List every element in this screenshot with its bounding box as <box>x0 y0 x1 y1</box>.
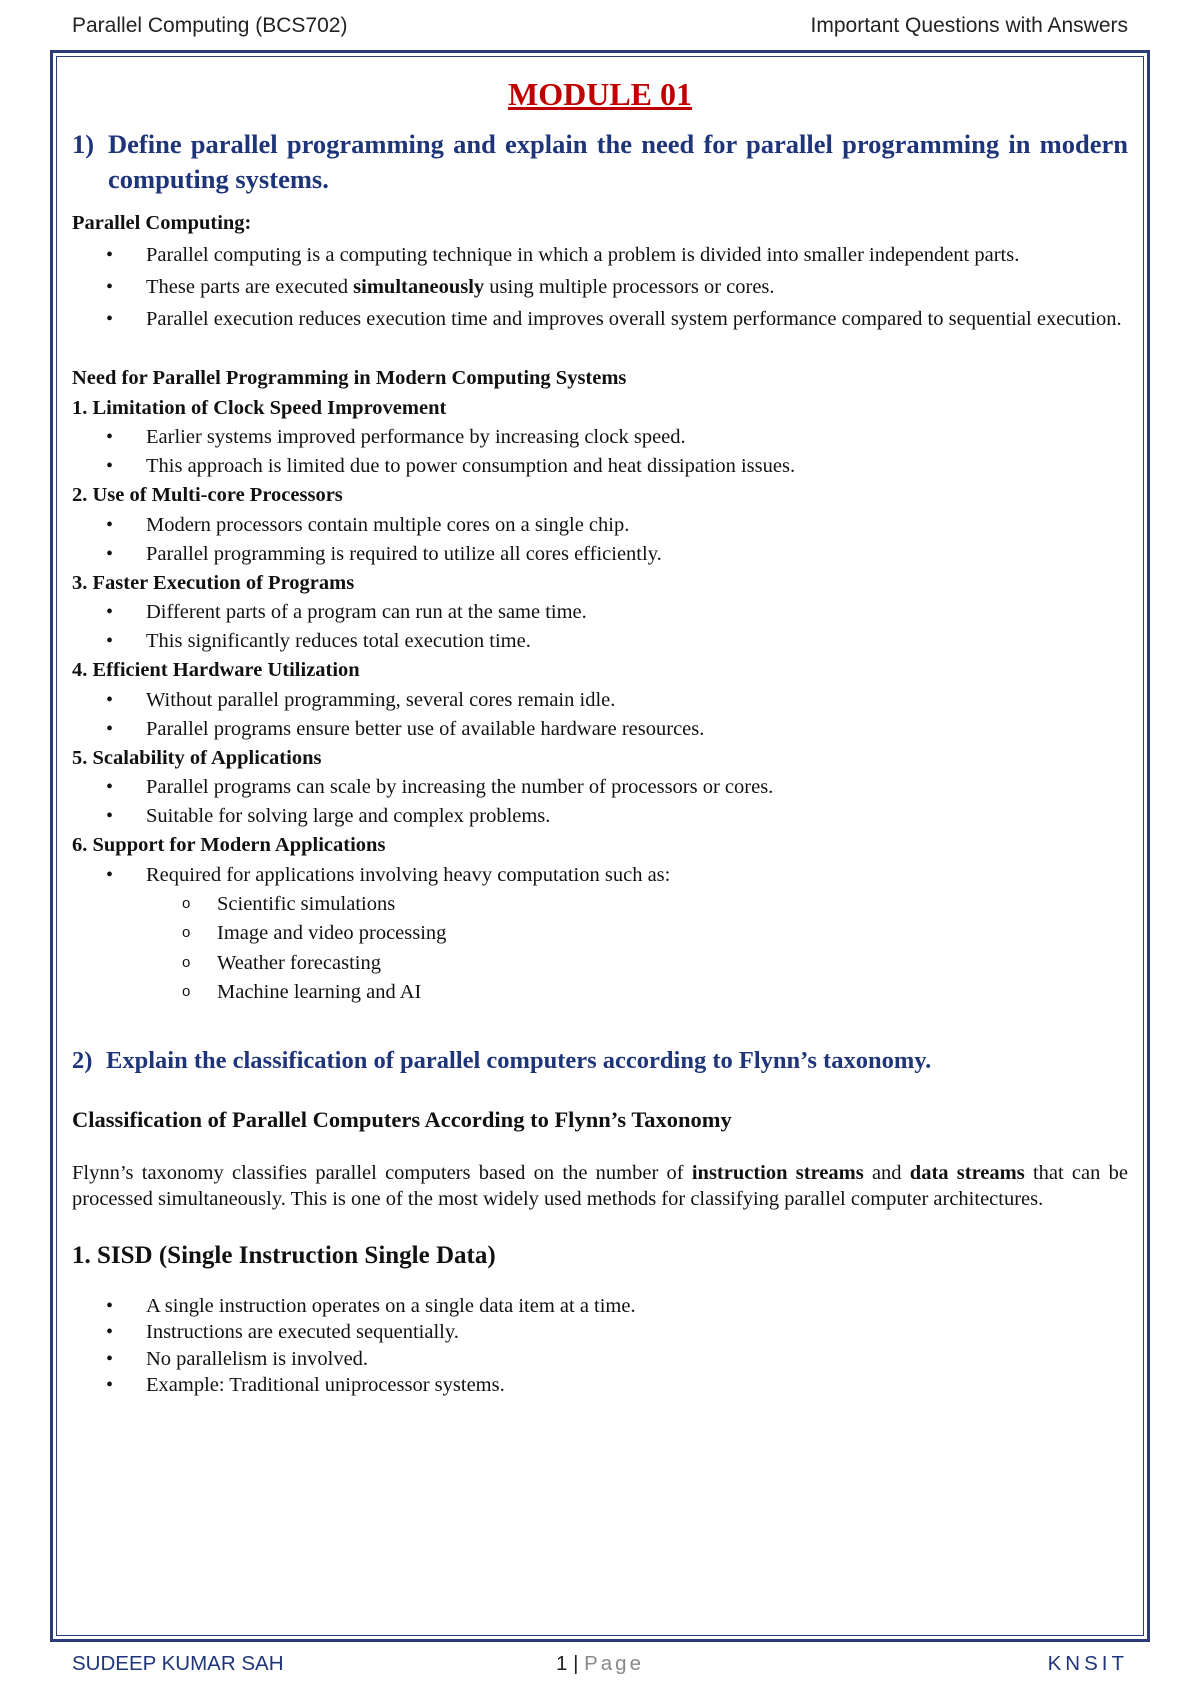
flynn-heading: Classification of Parallel Computers According to Flynn’s Taxonomy <box>72 1106 732 1132</box>
page-label: Page <box>584 1652 644 1675</box>
module-title: MODULE 01 <box>508 76 692 112</box>
list-item: • Required for applications involving heavy computation such as: <box>72 861 1128 890</box>
page-number: 1 <box>555 1652 568 1675</box>
need-heading-3: 3. Faster Execution of Programs <box>72 571 355 594</box>
emphasis-text: data streams <box>909 1161 1025 1184</box>
need-heading-5: 5. Scalability of Applications <box>72 746 322 769</box>
flynn-paragraph <box>72 1160 1128 1213</box>
list-item: • Parallel execution reduces execution time and improves overall system performance compared to sequential execution. <box>72 303 1128 335</box>
paragraph-text: and <box>863 1161 910 1184</box>
sub-list-item: o Image and video processing <box>72 919 1128 949</box>
list-item: • Parallel computing is a computing technique in which a problem is divided into smaller independent parts. <box>72 239 1128 271</box>
list-item: • Modern processors contain multiple cores on a single chip. <box>72 511 1128 540</box>
list-item: • Parallel programs ensure better use of available hardware resources. <box>72 715 1128 744</box>
page-separator: | <box>567 1652 585 1675</box>
question-1-text: Define parallel programming and explain the need for parallel programming in modern computing systems. <box>108 129 1128 194</box>
list-item: • This significantly reduces total execution time. <box>72 627 1128 656</box>
question-1-number: 1) <box>72 129 95 159</box>
need-heading-4: 4. Efficient Hardware Utilization <box>72 659 360 681</box>
footer-author: SUDEEP KUMAR SAH <box>72 1652 284 1675</box>
list-item-text: using multiple processors or cores. <box>484 276 775 298</box>
sub-list-item: o Weather forecasting <box>72 949 1128 979</box>
list-item: • Suitable for solving large and complex problems. <box>72 802 1128 831</box>
list-item-text: These parts are executed <box>146 276 354 298</box>
sub-list-item: o Machine learning and AI <box>72 978 1128 1008</box>
list-item: • This approach is limited due to power consumption and heat dissipation issues. <box>72 452 1128 481</box>
need-heading-1: 1. Limitation of Clock Speed Improvement <box>72 396 447 419</box>
list-item: • Parallel programs can scale by increasing the number of processors or cores. <box>72 773 1128 802</box>
question-2 <box>72 1044 1128 1078</box>
paragraph-text: that can be processed simultaneously. This is one of the most widely used methods for classifying parallel computer architectures. <box>72 1161 1128 1210</box>
parallel-computing-list <box>72 239 1128 335</box>
need-section-title: Need for Parallel Programming in Modern Computing Systems <box>72 367 627 389</box>
need-list-5 <box>72 773 1128 831</box>
need-heading-6: 6. Support for Modern Applications <box>72 834 386 856</box>
question-2-text: Explain the classification of parallel computers according to Flynn’s taxonomy. <box>106 1046 932 1074</box>
need-list-1 <box>72 423 1128 481</box>
paragraph-text: Flynn’s taxonomy classifies parallel computers based on the number of <box>72 1161 692 1184</box>
list-item: • Instructions are executed sequentially. <box>72 1319 1128 1346</box>
page-header <box>72 14 1128 48</box>
need-list-3 <box>72 598 1128 656</box>
sub-list-item: o Scientific simulations <box>72 890 1128 920</box>
list-item: • Parallel programming is required to utilize all cores efficiently. <box>72 540 1128 569</box>
need-heading-2: 2. Use of Multi-core Processors <box>72 484 343 506</box>
list-item: • Without parallel programming, several cores remain idle. <box>72 686 1128 715</box>
emphasis-text: instruction streams <box>691 1161 864 1184</box>
need-list-2 <box>72 511 1128 569</box>
footer-page <box>72 1652 1128 1676</box>
list-item: • Earlier systems improved performance by increasing clock speed. <box>72 423 1128 452</box>
list-item <box>72 271 1128 303</box>
list-item: • A single instruction operates on a single data item at a time. <box>72 1293 1128 1320</box>
need-list-6 <box>72 861 1128 1008</box>
list-item: • Different parts of a program can run at the same time. <box>72 598 1128 627</box>
page-footer <box>72 1652 1128 1686</box>
emphasis-text: simultaneously <box>353 276 485 298</box>
need-list-4 <box>72 686 1128 744</box>
sisd-heading: 1. SISD (Single Instruction Single Data) <box>72 1241 496 1269</box>
section-title-parallel-computing: Parallel Computing: <box>72 212 252 234</box>
question-1 <box>72 127 1128 197</box>
list-item: • Example: Traditional uniprocessor systems. <box>72 1372 1128 1399</box>
header-doc-title: Important Questions with Answers <box>810 14 1128 37</box>
page-content <box>72 64 1128 1399</box>
footer-org: KNSIT <box>1047 1652 1128 1675</box>
question-2-number: 2) <box>72 1046 93 1074</box>
header-course-title: Parallel Computing (BCS702) <box>72 14 348 37</box>
list-item: • No parallelism is involved. <box>72 1346 1128 1373</box>
sisd-list <box>72 1293 1128 1399</box>
